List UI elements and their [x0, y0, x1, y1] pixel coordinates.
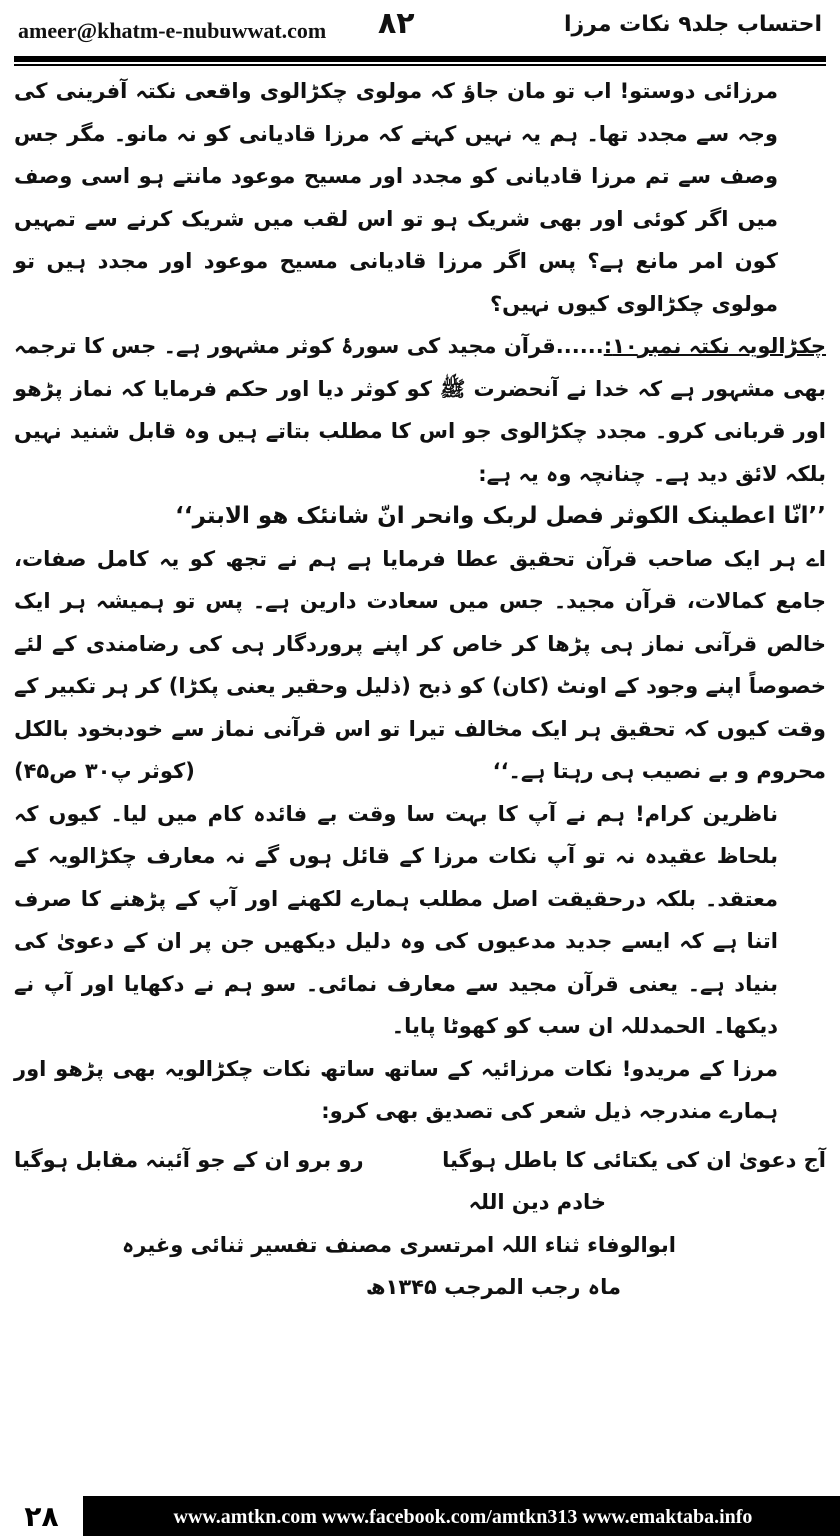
- paragraph-3-text: اے ہر ایک صاحب قرآن تحقیق عطا فرمایا ہے ہم نے تجھ کو یہ کامل صفات، جامع کمالات، قرآن مجید۔ جس میں سعادت دارین ہے۔ پس تو ہمیشہ ہر ایک خالص قرآنی نماز ہی پڑھا کر خاص کر اپنے پروردگار ہی کی رضامندی کے لئے خصوصاً اپنے وجود کے اونٹ (کان) کو ذبح (ذلیل وحقیر یعنی پکڑا) کر ہر تکبیر کے وقت کیوں کہ تحقیق ہر ایک مخالف تیرا تو اس قرآنی نماز سے خودبخود بالکل محروم و بے نصیب ہی رہتا ہے۔‘‘: [14, 546, 826, 783]
- header-page-number: ۸۲: [378, 6, 415, 41]
- header-email: ameer@khatm-e-nubuwwat.com: [18, 18, 327, 43]
- signature-line-2: ابوالوفاء ثناء اللہ امرتسری مصنف تفسیر ثنائی وغیرہ: [121, 1232, 676, 1257]
- page-header: [0, 0, 840, 62]
- signature-block: [14, 1181, 826, 1309]
- paragraph-5: مرزا کے مریدو! نکات مرزائیہ کے ساتھ ساتھ نکات چکڑالویہ بھی پڑھو اور ہمارے مندرجہ ذیل شعر کی تصدیق بھی کرو:: [14, 1056, 778, 1123]
- paragraph-2: [14, 325, 826, 495]
- page-footer: [0, 1496, 840, 1540]
- paragraph-2-text: ......قرآن مجید کی سورۂ کوثر مشہور ہے۔ جس کا ترجمہ بھی مشہور ہے کہ خدا نے آنحضرت ﷺ کو کوثر دیا اور حکم فرمایا کہ نماز پڑھو اور قربانی کرو۔ مجدد چکڑالوی جو اس کا مطلب بتاتے ہیں وہ قابل شنید نہیں بلکہ لائق دید ہے۔ چنانچہ وہ یہ ہے:: [14, 334, 826, 486]
- header-book-title: احتساب جلد۹ نکات مرزا: [563, 12, 822, 37]
- header-rule-thin: [14, 64, 826, 66]
- footer-page-number: ۲۸: [0, 1496, 86, 1536]
- reference-citation: (کوثر پ۳۰ ص۴۵): [14, 759, 195, 783]
- couplet-second-line: رو برو ان کے جو آئینہ مقابل ہوگیا: [14, 1147, 364, 1172]
- section-heading: چکڑالویہ نکتہ نمبر۱۰:: [603, 334, 827, 358]
- paragraph-1: مرزائی دوستو! اب تو مان جاؤ کہ مولوی چکڑالوی واقعی نکتہ آفرینی کی وجہ سے مجدد تھا۔ ہم یہ نہیں کہتے کہ مرزا قادیانی کو نہ مانو۔ مگر جس وصف سے تم مرزا قادیانی کو مجدد اور مسیح موعود مانتے ہو اسی وصف میں اگر کوئی اور بھی شریک ہو تو اس لقب میں شریک کرنے سے تمہیں کون امر مانع ہے؟ پس اگر مرزا قادیانی مسیح موعود اور مجدد ہیں تو مولوی چکڑالوی کیوں نہیں؟: [14, 79, 778, 316]
- signature-line-3: ماہ رجب المرجب ۱۳۴۵ھ: [365, 1275, 621, 1299]
- page-body: [14, 70, 826, 1309]
- header-rule-thick: [14, 56, 826, 62]
- paragraph-3: [14, 538, 826, 793]
- signature-line-1: خادم دین اللہ: [468, 1190, 606, 1214]
- paragraph-4: ناظرین کرام! ہم نے آپ کا بہت سا وقت بے فائدہ کام میں لیا۔ کیوں کہ بلحاظ عقیدہ نہ تو آپ نکات مرزا کے قائل ہوں گے نہ معارف چکڑالویہ کے معتقد۔ بلکہ درحقیقت اصل مطلب ہمارے لکھنے اور آپ کے پڑھنے کا صرف اتنا ہے کہ ایسے جدید مدعیوں کی وہ دلیل دیکھیں جن پر ان کے دعویٰ کی بنیاد ہے۔ یعنی قرآن مجید سے معارف نمائی۔ سو ہم نے دکھایا اور آپ نے دیکھا۔ الحمدللہ ان سب کو کھوٹا پایا۔: [14, 801, 778, 1038]
- couplet-first-line: آج دعویٰ ان کی یکتائی کا باطل ہوگیا: [442, 1147, 826, 1172]
- couplet: [14, 1139, 826, 1182]
- footer-links: www.amtkn.com www.facebook.com/amtkn313 www.emaktaba.info: [86, 1498, 840, 1536]
- arabic-quote: ’’انّا اعطینک الکوثر فصل لربک وانحر انّ شانئک ھو الابتر‘‘: [175, 503, 826, 529]
